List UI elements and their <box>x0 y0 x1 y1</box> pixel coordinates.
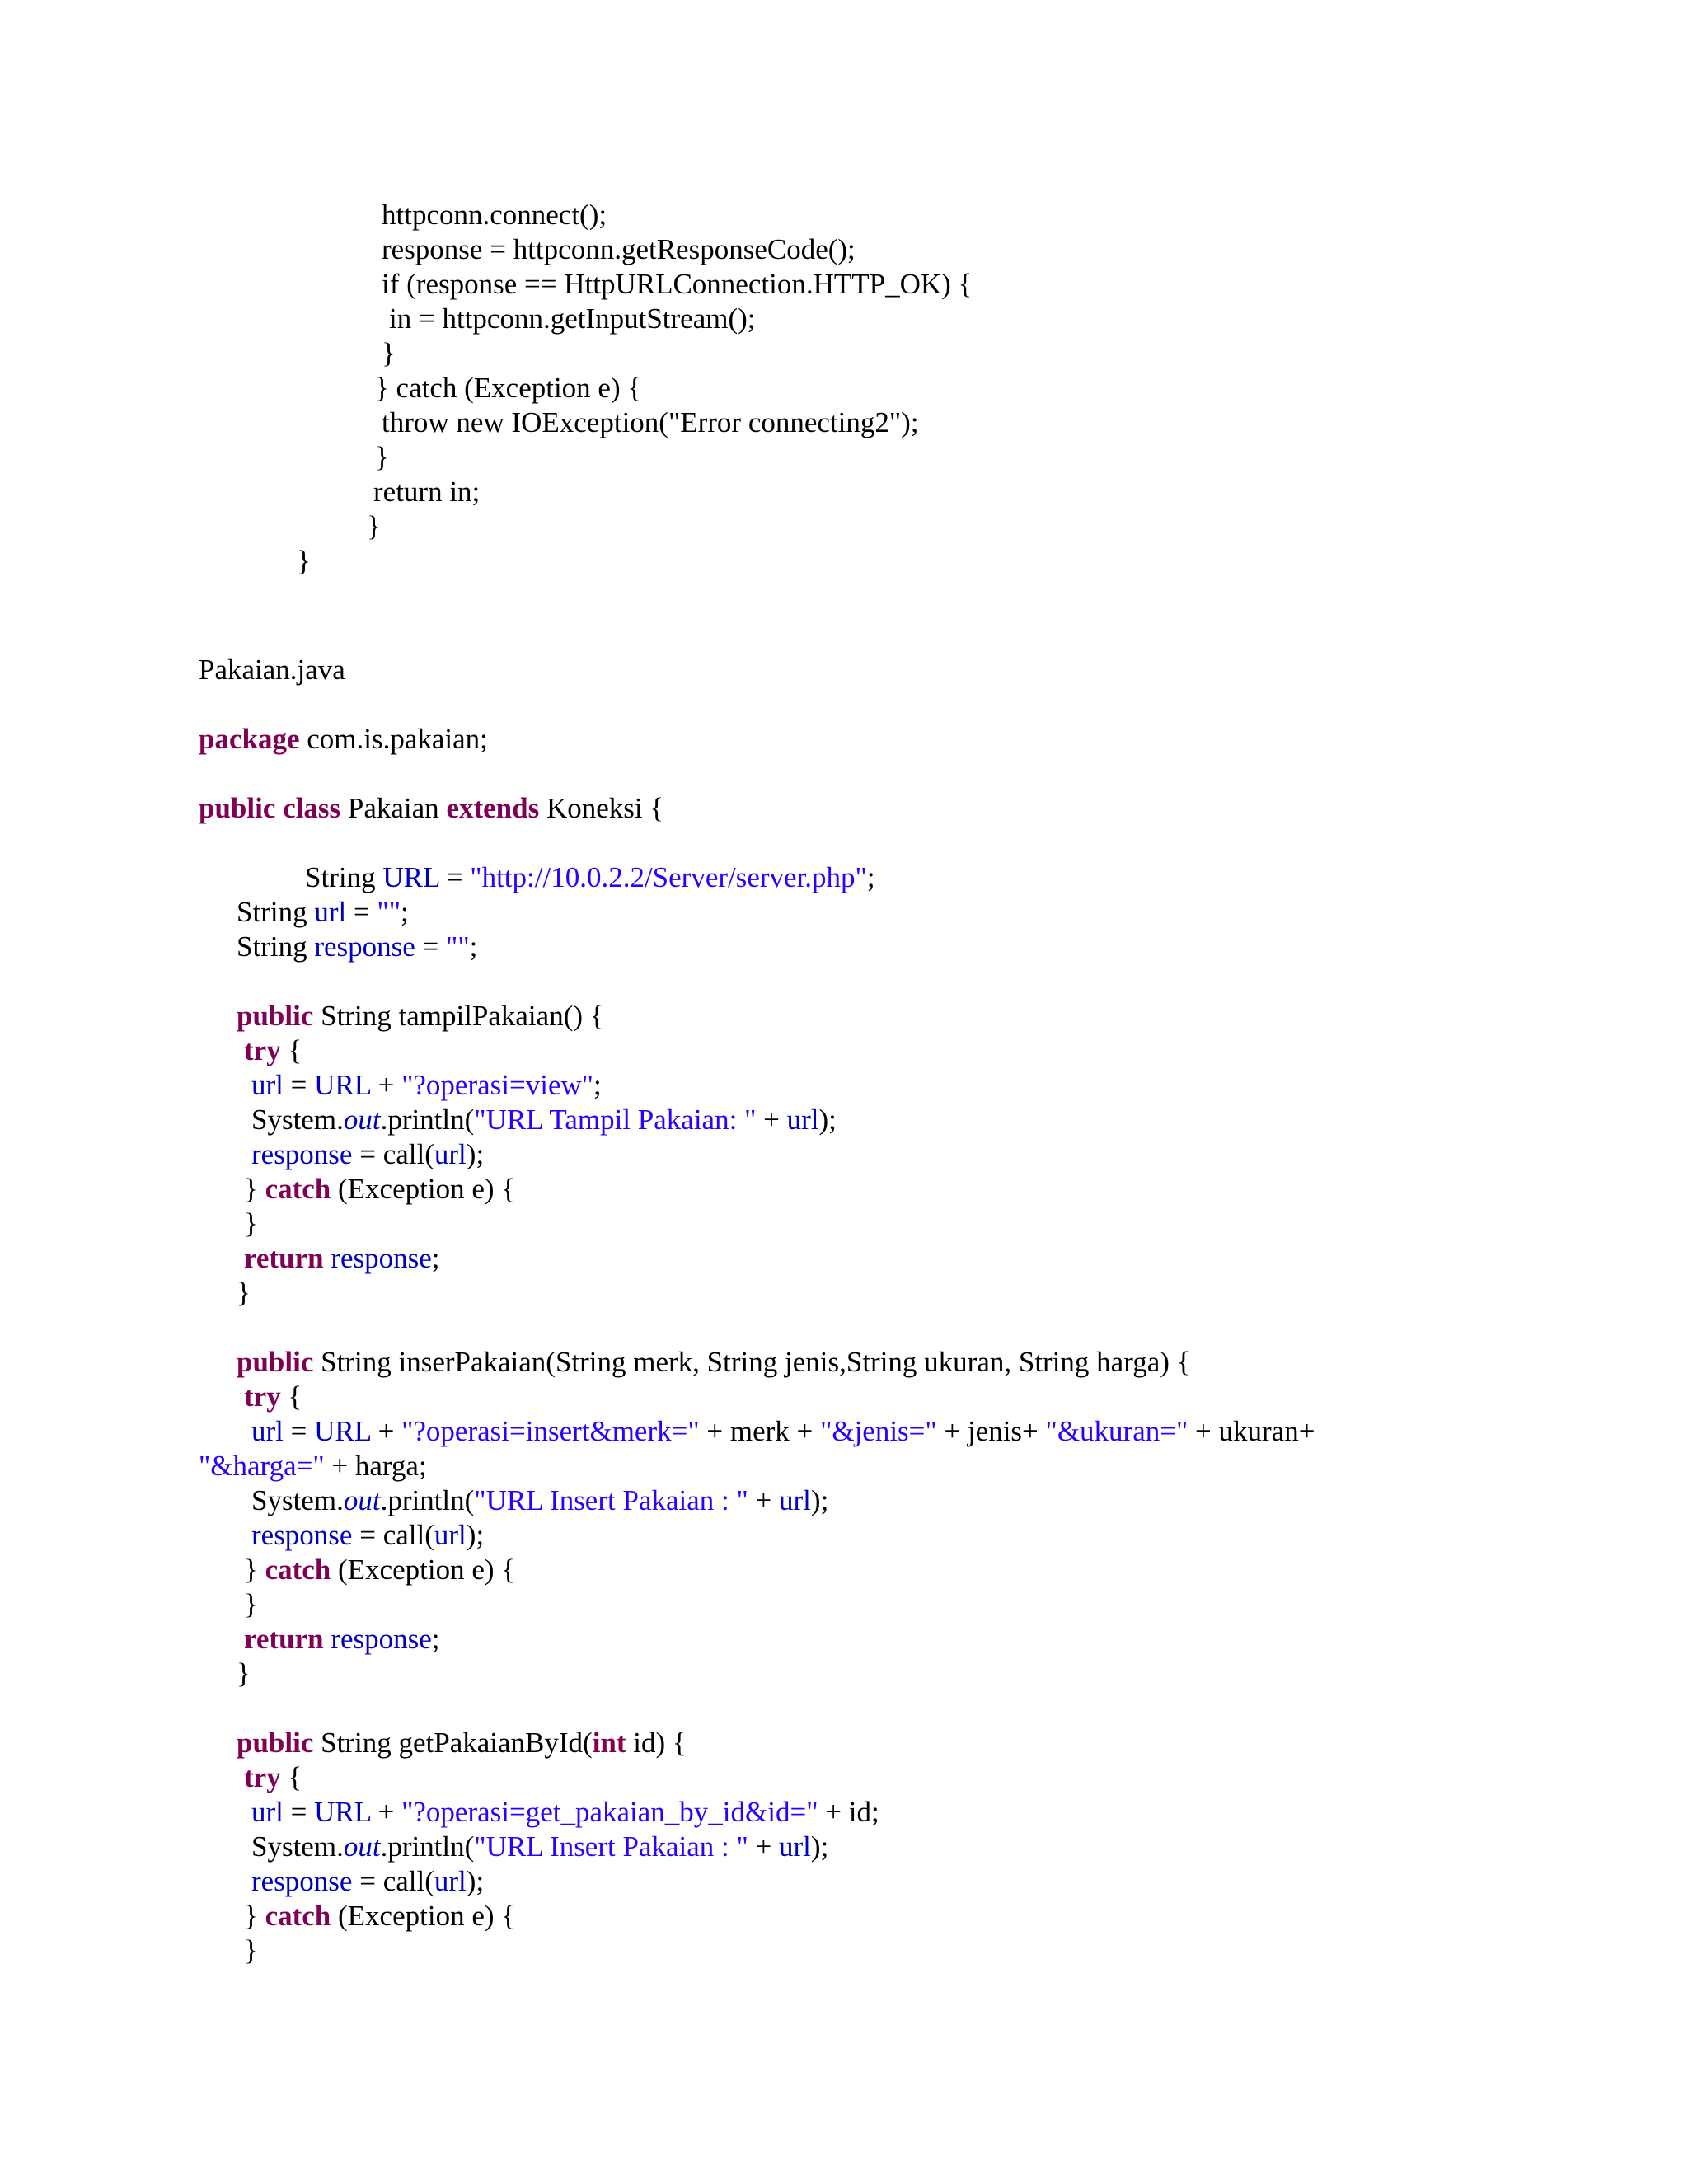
field-name: URL <box>314 1415 371 1447</box>
code-text: = <box>352 1865 383 1897</box>
static-field: out <box>343 1484 381 1516</box>
code-line: } <box>297 545 311 577</box>
field-name: url <box>434 1519 467 1551</box>
string-literal: "" <box>377 896 401 928</box>
code-text: = <box>283 1069 315 1101</box>
code-text: ; <box>593 1069 602 1101</box>
field-name: response <box>251 1865 353 1897</box>
code-line: if (response == HttpURLConnection.HTTP_OK) { <box>382 268 973 300</box>
code-text: call( <box>382 1865 434 1897</box>
code-line <box>251 1795 879 1830</box>
code-line <box>237 1726 687 1760</box>
string-literal: "" <box>446 930 470 963</box>
code-line <box>199 791 663 826</box>
code-line <box>244 1172 515 1207</box>
code-line <box>237 895 409 930</box>
code-line <box>251 1483 828 1518</box>
code-text: ; <box>469 930 478 963</box>
code-text: com.is.pakaian; <box>307 723 488 755</box>
code-text: (Exception e) { <box>338 1554 516 1586</box>
code-text: } <box>244 1554 258 1586</box>
field-name: url <box>251 1796 284 1828</box>
string-literal: "URL Insert Pakaian : " <box>474 1484 748 1516</box>
string-literal: "&ukuran=" <box>1045 1415 1189 1447</box>
code-text: + jenis+ <box>936 1415 1046 1447</box>
code-line <box>244 1622 440 1657</box>
string-literal: "?operasi=view" <box>401 1069 594 1101</box>
static-field: out <box>343 1830 381 1863</box>
code-text: ; <box>866 861 875 893</box>
code-text: = <box>346 896 377 928</box>
field-name: url <box>314 896 347 928</box>
code-line <box>199 1449 427 1483</box>
code-text: { <box>288 1761 302 1793</box>
field-name: URL <box>314 1069 371 1101</box>
code-line: } <box>367 510 381 542</box>
keyword: extends <box>446 792 540 824</box>
field-name: url <box>786 1104 819 1136</box>
code-text: { <box>288 1380 302 1413</box>
keyword: public <box>199 792 276 824</box>
code-text: } <box>244 1173 258 1205</box>
keyword: try <box>244 1380 281 1413</box>
string-literal: "URL Tampil Pakaian: " <box>474 1104 757 1136</box>
code-text: = <box>439 861 471 893</box>
string-literal: "http://10.0.2.2/Server/server.php" <box>470 861 867 893</box>
string-literal: "?operasi=insert&merk=" <box>401 1415 700 1447</box>
code-text: { <box>288 1034 302 1066</box>
keyword: catch <box>265 1900 331 1932</box>
field-name: response <box>251 1519 353 1551</box>
code-text: + <box>756 1104 787 1136</box>
field-name: URL <box>382 861 440 893</box>
static-field: out <box>343 1104 381 1136</box>
code-text: tampilPakaian() { <box>398 1000 604 1032</box>
code-text: .println( <box>380 1830 475 1863</box>
string-literal: "URL Insert Pakaian : " <box>474 1830 748 1863</box>
code-text: + id; <box>818 1796 879 1828</box>
code-line <box>244 1033 302 1068</box>
code-text: + <box>370 1069 402 1101</box>
file-heading: Pakaian.java <box>199 654 345 686</box>
code-line <box>244 1899 515 1933</box>
code-line: } catch (Exception e) { <box>375 372 642 404</box>
keyword: try <box>244 1761 281 1793</box>
code-line: } <box>244 1934 258 1966</box>
code-text: id) { <box>626 1727 687 1759</box>
code-text: inserPakaian(String merk, String jenis,String ukuran, String harga) { <box>398 1346 1191 1378</box>
code-text: ; <box>431 1242 440 1274</box>
code-text: ); <box>466 1138 485 1170</box>
code-text: String <box>305 861 376 893</box>
code-text: + merk + <box>699 1415 821 1447</box>
string-literal: "?operasi=get_pakaian_by_id&id=" <box>401 1796 818 1828</box>
keyword: catch <box>265 1173 331 1205</box>
code-text: String <box>321 1727 392 1759</box>
field-name: response <box>251 1138 353 1170</box>
code-text: call( <box>382 1519 434 1551</box>
field-name: url <box>779 1484 811 1516</box>
code-text: = <box>352 1138 383 1170</box>
code-text: ); <box>466 1519 485 1551</box>
keyword: package <box>199 723 300 755</box>
code-line <box>244 1380 302 1414</box>
code-text: ; <box>431 1623 440 1655</box>
code-text: Koneksi { <box>546 792 664 824</box>
code-text: = <box>283 1796 315 1828</box>
code-line <box>251 1414 1315 1449</box>
code-line: return in; <box>373 476 481 508</box>
code-text: + harga; <box>324 1450 427 1482</box>
code-text: Pakaian <box>347 792 439 824</box>
field-name: url <box>434 1138 467 1170</box>
field-name: url <box>251 1415 284 1447</box>
code-line <box>251 1518 484 1553</box>
field-name: response <box>331 1623 432 1655</box>
code-text: = <box>352 1519 383 1551</box>
code-line: } <box>244 1207 258 1240</box>
keyword: public <box>237 1727 314 1759</box>
code-text: = <box>283 1415 315 1447</box>
field-name: url <box>251 1069 284 1101</box>
code-line <box>251 1137 484 1172</box>
code-text: (Exception e) { <box>338 1173 516 1205</box>
keyword: try <box>244 1034 281 1066</box>
code-text: System. <box>251 1484 344 1516</box>
code-line <box>237 930 477 964</box>
code-line <box>251 1864 484 1899</box>
code-text: call( <box>382 1138 434 1170</box>
code-text: + <box>748 1830 780 1863</box>
code-line: } <box>237 1657 251 1690</box>
code-text: ); <box>810 1484 829 1516</box>
code-text: .println( <box>380 1484 475 1516</box>
string-literal: "&jenis=" <box>820 1415 937 1447</box>
field-name: response <box>331 1242 432 1274</box>
keyword: class <box>283 792 341 824</box>
string-literal: "&harga=" <box>199 1450 325 1482</box>
code-line: throw new IOException("Error connecting2"); <box>382 406 919 438</box>
code-text: + ukuran+ <box>1188 1415 1315 1447</box>
code-line <box>244 1553 515 1587</box>
keyword: int <box>592 1727 626 1759</box>
code-line: httpconn.connect(); <box>382 199 607 231</box>
keyword: catch <box>265 1554 331 1586</box>
code-line <box>237 1345 1190 1380</box>
code-line <box>199 722 488 757</box>
code-line <box>305 860 875 895</box>
code-line: in = httpconn.getInputStream(); <box>389 302 756 335</box>
code-text: .println( <box>380 1104 475 1136</box>
keyword: return <box>244 1242 324 1274</box>
code-text: ); <box>818 1104 837 1136</box>
keyword: return <box>244 1623 324 1655</box>
code-text: ; <box>401 896 409 928</box>
field-name: url <box>779 1830 811 1863</box>
code-text: = <box>415 930 447 963</box>
code-line <box>251 1103 837 1137</box>
code-text: String <box>321 1346 392 1378</box>
code-line: } <box>237 1277 251 1309</box>
code-line <box>244 1241 440 1276</box>
field-name: response <box>314 930 415 963</box>
code-text: String <box>237 896 307 928</box>
code-text: + <box>370 1415 402 1447</box>
code-text: ); <box>466 1865 485 1897</box>
code-text: } <box>244 1900 258 1932</box>
keyword: public <box>237 1346 314 1378</box>
field-name: URL <box>314 1796 371 1828</box>
code-text: + <box>370 1796 402 1828</box>
code-text: (Exception e) { <box>338 1900 516 1932</box>
code-line: } <box>382 337 396 369</box>
code-line <box>237 999 604 1033</box>
code-text: getPakaianById( <box>398 1727 593 1759</box>
code-text: System. <box>251 1104 344 1136</box>
code-text: ); <box>810 1830 829 1863</box>
code-line: } <box>375 441 389 473</box>
code-line: response = httpconn.getResponseCode(); <box>382 233 856 265</box>
code-line: } <box>244 1588 258 1620</box>
field-name: url <box>434 1865 467 1897</box>
code-text: System. <box>251 1830 344 1863</box>
code-line <box>244 1760 302 1795</box>
code-line <box>251 1830 828 1864</box>
code-text: + <box>748 1484 780 1516</box>
code-text: String <box>321 1000 392 1032</box>
keyword: public <box>237 1000 314 1032</box>
code-text: String <box>237 930 307 963</box>
code-line <box>251 1068 602 1103</box>
